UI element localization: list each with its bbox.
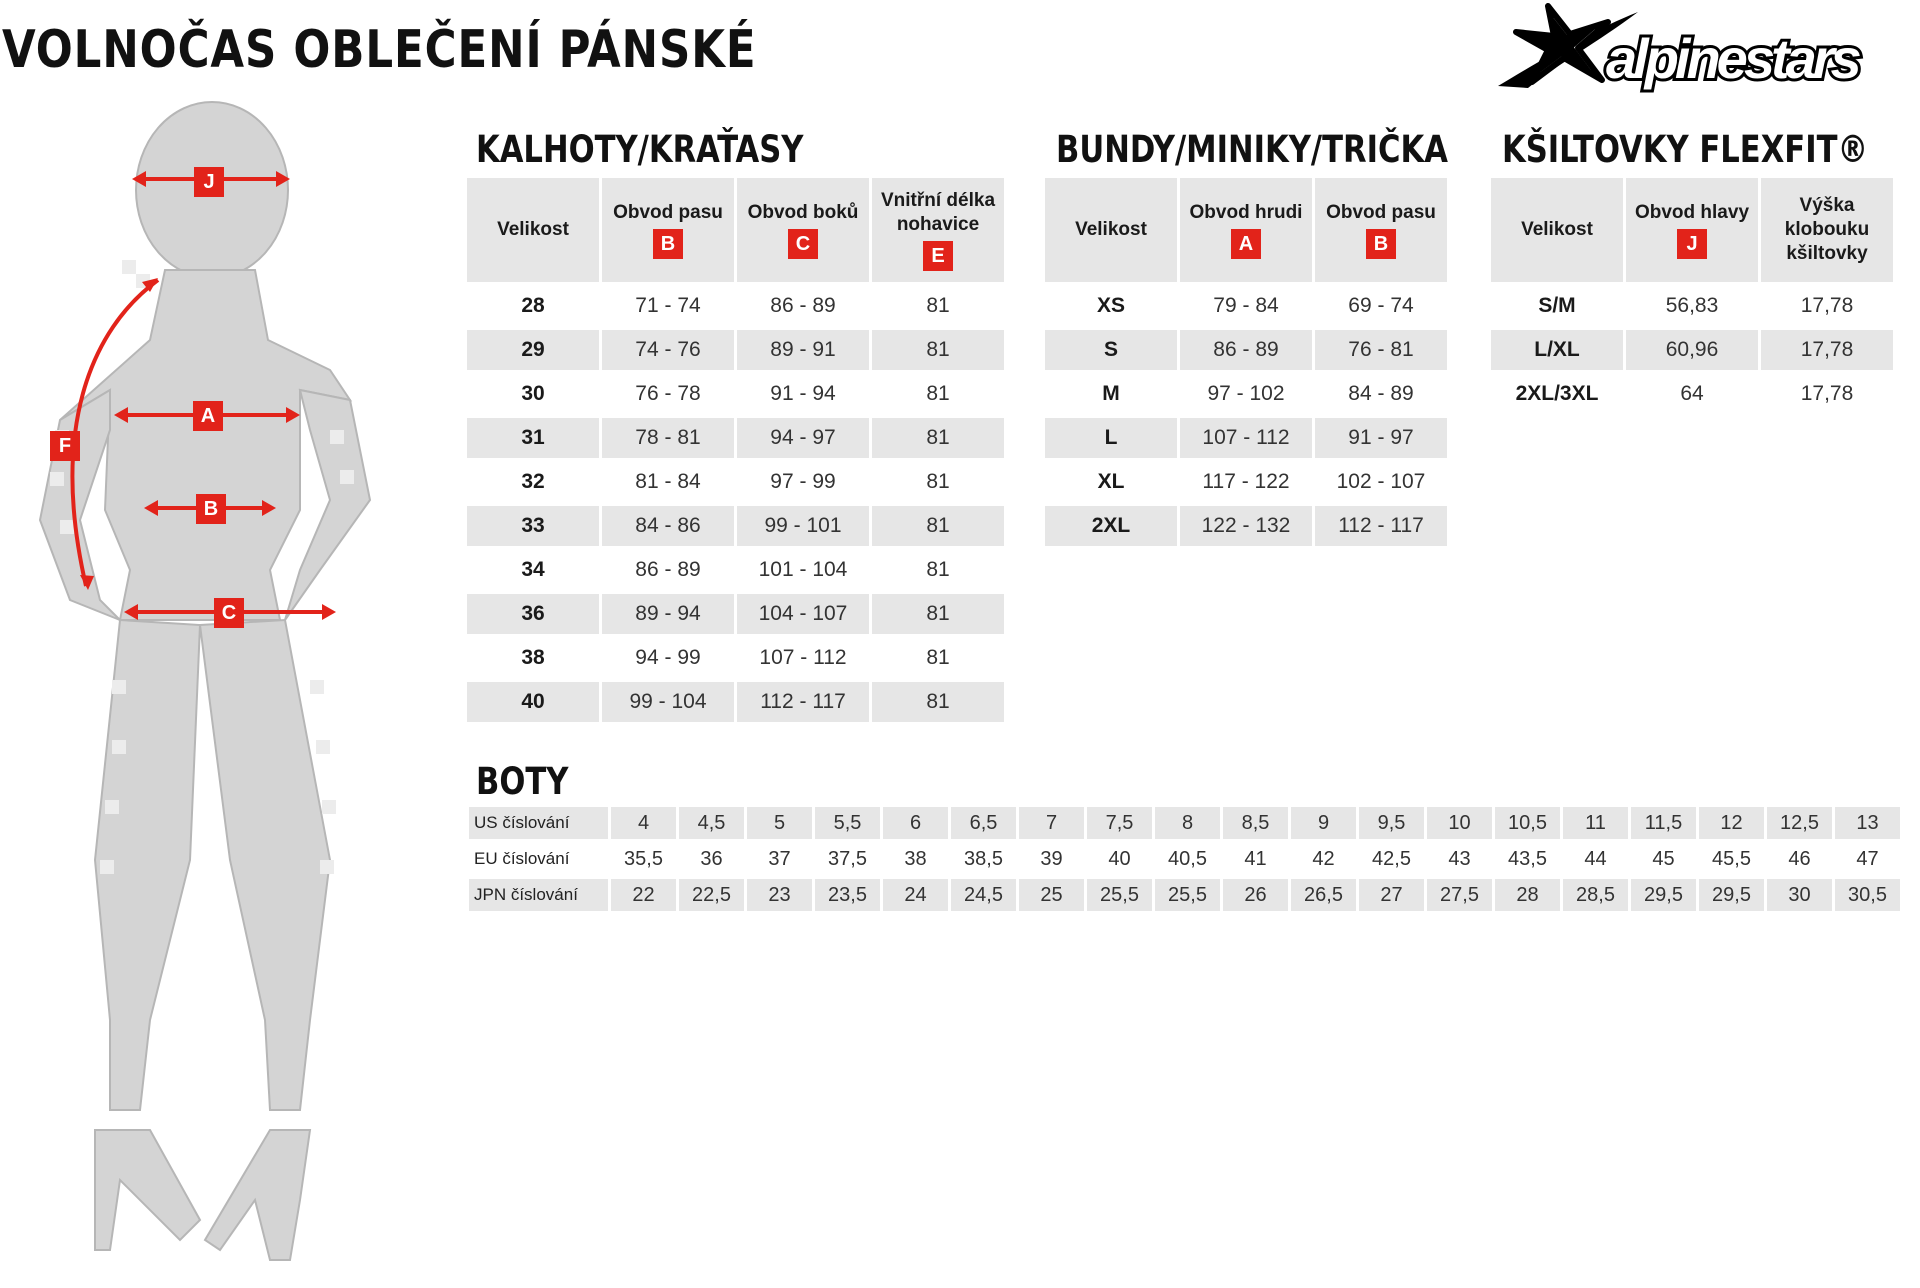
chest-cell: 97 - 102 [1207,382,1285,405]
size-cell: S/M [1538,294,1576,317]
inseam-cell: 81 [926,558,950,581]
waist-cell: 76 - 81 [1315,330,1447,370]
waist-cell: 94 - 99 [635,646,701,669]
size-cell: 47 [1856,847,1879,870]
size-cell: 37,5 [828,847,867,870]
inseam-cell: 81 [926,294,950,317]
chest-cell: 86 - 89 [1180,330,1312,370]
boots-section-title: BOTY [476,760,569,803]
caps-header-height: Výška klobouku kšiltovky [1761,178,1893,282]
figure-label-f: F [50,431,80,461]
inseam-cell: 81 [872,682,1004,722]
hips-cell: 94 - 97 [737,418,869,458]
waist-cell: 74 - 76 [602,330,734,370]
hips-cell: 99 - 101 [737,506,869,546]
figure-label-c: C [214,598,244,628]
size-cell: 31 [467,418,599,458]
size-cell: 34 [521,558,545,581]
figure-label-a: A [193,401,223,431]
caps-section-title: KŠILTOVKY FLEXFIT® [1502,128,1869,171]
table-row [1045,462,1447,502]
size-cell: 25,5 [1087,879,1152,911]
size-cell: 40 [467,682,599,722]
inseam-cell: 81 [872,418,1004,458]
boots-row-jpn [469,879,1900,911]
size-cell: 26,5 [1291,879,1356,911]
pants-section-title: KALHOTY/KRAŤASY [476,128,804,171]
size-cell: 2XL/3XL [1515,382,1599,405]
page-title: VOLNOČAS OBLEČENÍ PÁNSKÉ [2,20,757,80]
size-cell: 30,5 [1835,879,1900,911]
table-row [1045,374,1447,414]
pants-header-waist: Obvod pasu B [602,178,734,282]
chest-cell: 79 - 84 [1213,294,1279,317]
size-cell: 44 [1584,847,1607,870]
size-cell: L/XL [1491,330,1623,370]
row-label: EU číslování [474,849,570,868]
size-cell: 12,5 [1767,807,1832,839]
size-cell: 12 [1699,807,1764,839]
size-cell: 28 [1495,879,1560,911]
size-cell: 23 [747,879,812,911]
table-row [1491,286,1893,326]
table-row [467,638,1004,678]
hips-cell: 112 - 117 [737,682,869,722]
caps-size-table [1488,174,1896,418]
table-row [467,462,1004,502]
table-row [467,374,1004,414]
size-cell: 2XL [1045,506,1177,546]
size-cell: 29,5 [1631,879,1696,911]
waist-cell: 84 - 89 [1348,382,1414,405]
size-cell: 10,5 [1495,807,1560,839]
table-row [1045,506,1447,546]
row-label: JPN číslování [469,879,608,911]
height-cell: 17,78 [1800,382,1854,405]
size-cell: 30 [521,382,545,405]
size-cell: 11,5 [1631,807,1696,839]
waist-cell: 102 - 107 [1336,470,1426,493]
size-cell: 23,5 [815,879,880,911]
head-cell: 60,96 [1626,330,1758,370]
size-cell: 43,5 [1508,847,1547,870]
hips-cell: 107 - 112 [759,646,847,669]
size-cell: 8 [1155,807,1220,839]
inseam-cell: 81 [926,646,950,669]
waist-cell: 78 - 81 [602,418,734,458]
size-cell: 30 [1767,879,1832,911]
table-row [1045,286,1447,326]
hips-cell: 97 - 99 [770,470,836,493]
size-cell: 27,5 [1427,879,1492,911]
size-cell: 33 [467,506,599,546]
head-cell: 64 [1680,382,1704,405]
figure-label-j: J [194,167,224,197]
size-cell: 42,5 [1372,847,1411,870]
size-cell: 45,5 [1712,847,1751,870]
hips-cell: 101 - 104 [758,558,848,581]
size-cell: 35,5 [624,847,663,870]
brand-logo [1478,2,1918,94]
size-cell: 6,5 [951,807,1016,839]
size-cell: 8,5 [1223,807,1288,839]
size-cell: 24 [883,879,948,911]
size-cell: 38 [521,646,545,669]
inseam-cell: 81 [872,506,1004,546]
inseam-cell: 81 [926,470,950,493]
boots-row-us [469,807,1900,839]
size-cell: 26 [1223,879,1288,911]
size-cell: 25,5 [1155,879,1220,911]
waist-cell: 112 - 117 [1315,506,1447,546]
size-cell: 10 [1427,807,1492,839]
pants-header-hips: Obvod boků C [737,178,869,282]
size-cell: 29 [467,330,599,370]
size-cell: 39 [1040,847,1063,870]
waist-cell: 81 - 84 [635,470,701,493]
size-cell: 6 [883,807,948,839]
size-cell: 36 [467,594,599,634]
jackets-header-size: Velikost [1045,178,1177,282]
waist-cell: 99 - 104 [602,682,734,722]
badge-e: E [923,241,953,271]
size-cell: 22 [611,879,676,911]
waist-cell: 76 - 78 [635,382,701,405]
hips-cell: 89 - 91 [737,330,869,370]
size-cell: L [1045,418,1177,458]
waist-cell: 71 - 74 [635,294,701,317]
chest-cell: 117 - 122 [1202,470,1290,493]
size-cell: 32 [521,470,545,493]
size-cell: 27 [1359,879,1424,911]
table-row [467,550,1004,590]
size-cell: 28,5 [1563,879,1628,911]
boots-size-table [466,803,1903,915]
hips-cell: 91 - 94 [770,382,836,405]
size-cell: 45 [1652,847,1675,870]
badge-b: B [653,229,683,259]
height-cell: 17,78 [1761,330,1893,370]
table-row [1045,418,1447,458]
waist-cell: 91 - 97 [1315,418,1447,458]
pants-size-table [464,174,1007,726]
jackets-header-waist: Obvod pasu B [1315,178,1447,282]
table-row [467,594,1004,634]
size-cell: 42 [1312,847,1335,870]
hips-cell: 86 - 89 [770,294,836,317]
size-cell: 13 [1835,807,1900,839]
size-cell: 25 [1019,879,1084,911]
size-cell: 24,5 [951,879,1016,911]
caps-header-head: Obvod hlavy J [1626,178,1758,282]
size-cell: 40 [1108,847,1131,870]
badge-a: A [1231,229,1261,259]
inseam-cell: 81 [872,594,1004,634]
size-cell: 9 [1291,807,1356,839]
row-label: US číslování [469,807,608,839]
size-cell: 7 [1019,807,1084,839]
chest-cell: 107 - 112 [1180,418,1312,458]
badge-j: J [1677,229,1707,259]
table-row [467,330,1004,370]
size-cell: 41 [1244,847,1267,870]
hips-cell: 104 - 107 [737,594,869,634]
size-cell: 43 [1448,847,1471,870]
size-cell: S [1045,330,1177,370]
table-row [1491,374,1893,414]
inseam-cell: 81 [872,330,1004,370]
table-row [467,682,1004,722]
table-row [467,286,1004,326]
size-cell: 38 [904,847,927,870]
size-cell: 4,5 [679,807,744,839]
pants-header-inseam: Vnitřní délka nohavice E [872,178,1004,282]
size-cell: 4 [611,807,676,839]
brand-name: alpinestars [1606,27,1858,90]
size-cell: 29,5 [1699,879,1764,911]
size-cell: 46 [1788,847,1811,870]
badge-b: B [1366,229,1396,259]
boots-row-eu [469,843,1900,875]
table-row [467,418,1004,458]
jackets-size-table [1042,174,1450,550]
size-cell: 5,5 [815,807,880,839]
inseam-cell: 81 [926,382,950,405]
size-cell: 37 [768,847,791,870]
chest-cell: 122 - 132 [1180,506,1312,546]
size-cell: 5 [747,807,812,839]
table-row [1491,330,1893,370]
pants-header-size: Velikost [467,178,599,282]
size-cell: 40,5 [1168,847,1207,870]
body-figure [0,100,470,1283]
waist-cell: 69 - 74 [1348,294,1414,317]
size-cell: 28 [521,294,545,317]
size-cell: 11 [1563,807,1628,839]
figure-label-b: B [196,494,226,524]
table-row [1045,330,1447,370]
head-cell: 56,83 [1665,294,1719,317]
waist-cell: 84 - 86 [602,506,734,546]
height-cell: 17,78 [1800,294,1854,317]
size-cell: M [1102,382,1120,405]
waist-cell: 86 - 89 [635,558,701,581]
badge-c: C [788,229,818,259]
size-cell: 7,5 [1087,807,1152,839]
table-row [467,506,1004,546]
jackets-header-chest: Obvod hrudi A [1180,178,1312,282]
size-cell: 38,5 [964,847,1003,870]
size-cell: 9,5 [1359,807,1424,839]
size-cell: 22,5 [679,879,744,911]
size-cell: XS [1096,294,1125,317]
size-cell: 36 [700,847,723,870]
size-cell: XL [1097,470,1125,493]
jackets-section-title: BUNDY/MINIKY/TRIČKA [1056,128,1448,171]
waist-cell: 89 - 94 [602,594,734,634]
caps-header-size: Velikost [1491,178,1623,282]
